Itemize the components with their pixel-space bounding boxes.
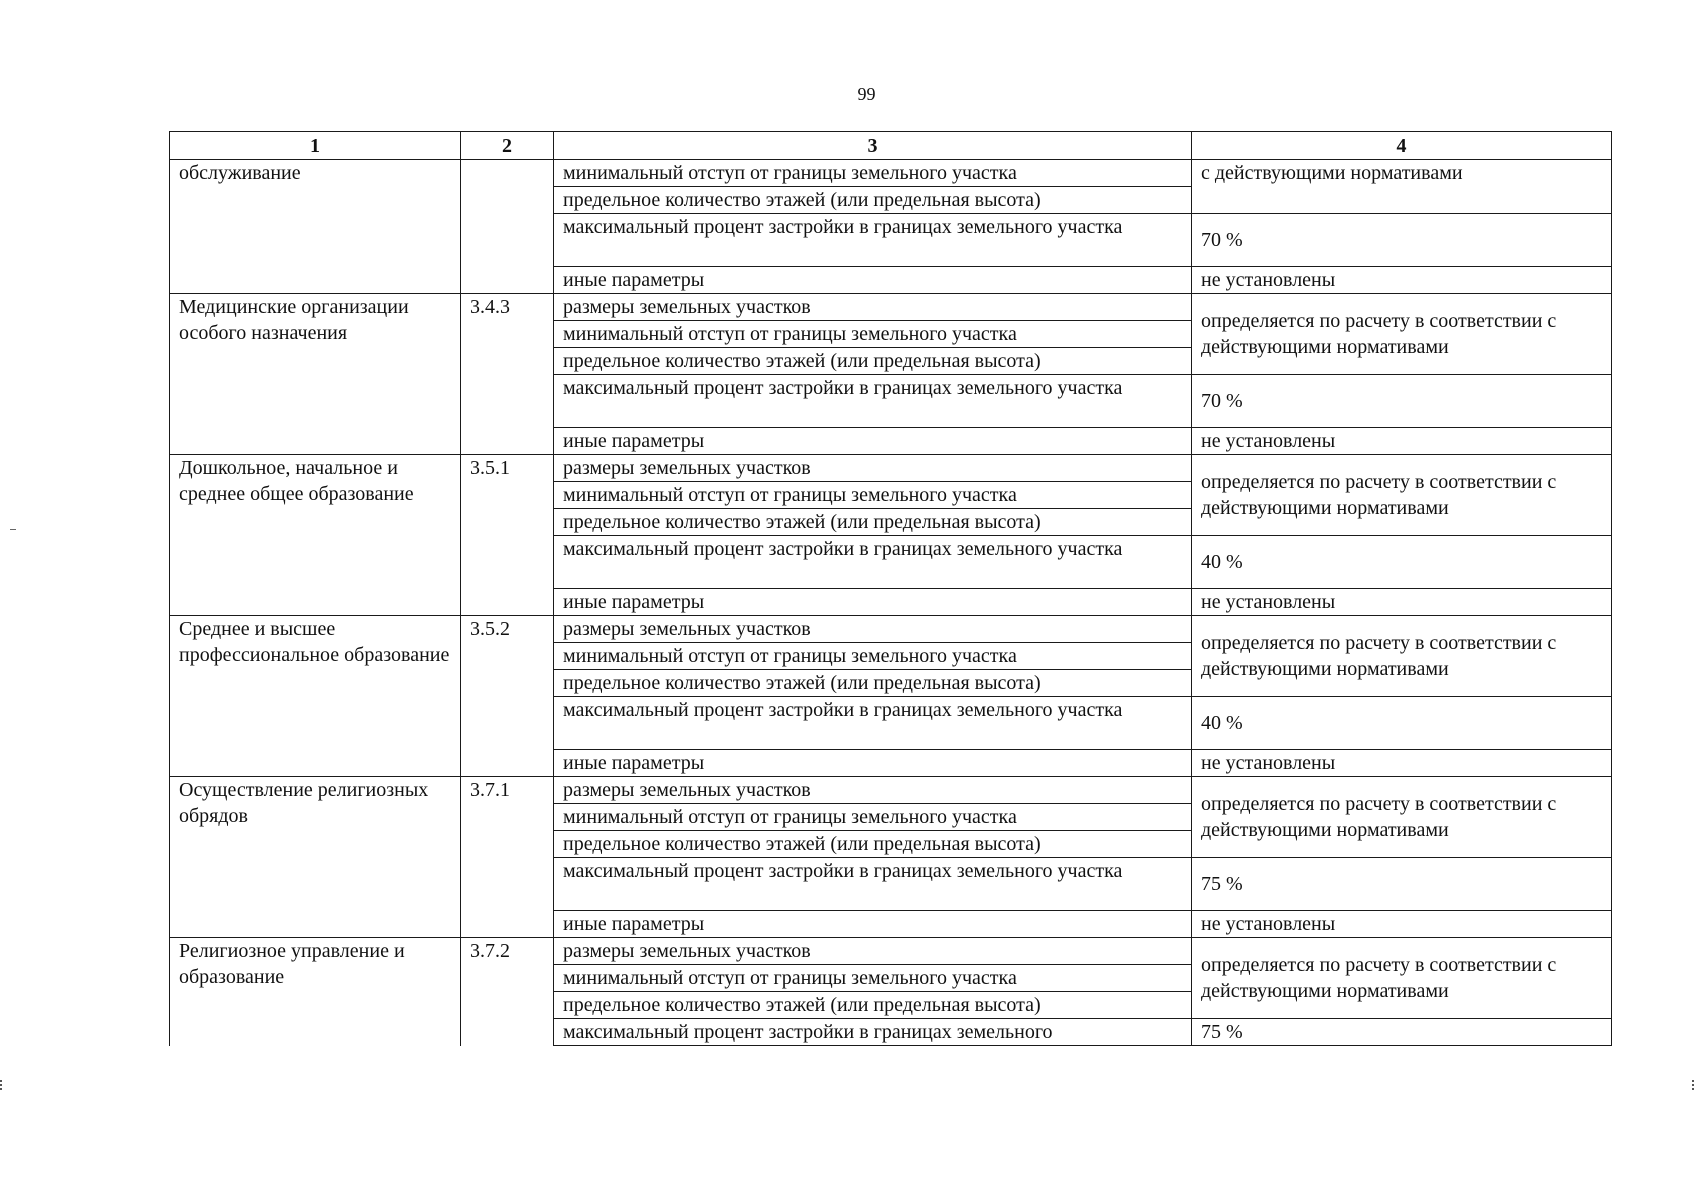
table-row bbox=[170, 294, 1612, 321]
param-name: предельное количество этажей (или предельная высота) bbox=[554, 992, 1192, 1019]
param-name: минимальный отступ от границы земельного участка bbox=[554, 321, 1192, 348]
param-value: не установлены bbox=[1192, 267, 1612, 294]
param-value: 75 % bbox=[1192, 858, 1612, 911]
param-value: не установлены bbox=[1192, 589, 1612, 616]
param-value: определяется по расчету в соответствии с действующими нормативами bbox=[1192, 455, 1612, 536]
param-name: максимальный процент застройки в границах земельного участка bbox=[554, 375, 1192, 428]
param-value: 40 % bbox=[1192, 697, 1612, 750]
use-type-code: 3.5.2 bbox=[461, 616, 554, 777]
param-name: минимальный отступ от границы земельного участка bbox=[554, 160, 1192, 187]
param-name: размеры земельных участков bbox=[554, 455, 1192, 482]
table-row bbox=[170, 938, 1612, 965]
param-value: с действующими нормативами bbox=[1192, 160, 1612, 214]
use-type-code: 3.7.1 bbox=[461, 777, 554, 938]
param-value: не установлены bbox=[1192, 428, 1612, 455]
header-row bbox=[170, 132, 1612, 160]
param-name: иные параметры bbox=[554, 267, 1192, 294]
param-value: не установлены bbox=[1192, 750, 1612, 777]
param-name: предельное количество этажей (или предельная высота) bbox=[554, 348, 1192, 375]
use-type-code: 3.7.2 bbox=[461, 938, 554, 1046]
use-type-name: Дошкольное, начальное и среднее общее образование bbox=[170, 455, 461, 616]
param-value: 70 % bbox=[1192, 214, 1612, 267]
header-col-2: 2 bbox=[461, 132, 554, 160]
param-name: иные параметры bbox=[554, 428, 1192, 455]
param-name: максимальный процент застройки в границах земельного участка bbox=[554, 536, 1192, 589]
param-name: иные параметры bbox=[554, 750, 1192, 777]
page-number: 99 bbox=[857, 84, 876, 104]
table-row bbox=[170, 160, 1612, 187]
param-value: не установлены bbox=[1192, 911, 1612, 938]
param-value: определяется по расчету в соответствии с действующими нормативами bbox=[1192, 616, 1612, 697]
header-col-4: 4 bbox=[1192, 132, 1612, 160]
param-name: максимальный процент застройки в границах земельного участка bbox=[554, 697, 1192, 750]
param-name: иные параметры bbox=[554, 911, 1192, 938]
param-name: минимальный отступ от границы земельного участка bbox=[554, 482, 1192, 509]
param-name: размеры земельных участков bbox=[554, 294, 1192, 321]
param-name: размеры земельных участков bbox=[554, 777, 1192, 804]
use-type-name: Осуществление религиозных обрядов bbox=[170, 777, 461, 938]
scan-mark bbox=[10, 529, 16, 530]
param-name: предельное количество этажей (или предельная высота) bbox=[554, 509, 1192, 536]
scan-mark bbox=[0, 1080, 5, 1090]
zoning-parameters-table bbox=[169, 131, 1612, 1046]
scan-mark bbox=[1692, 1080, 1697, 1090]
param-name: минимальный отступ от границы земельного участка bbox=[554, 804, 1192, 831]
table-row bbox=[170, 455, 1612, 482]
use-type-code: 3.4.3 bbox=[461, 294, 554, 455]
param-value: определяется по расчету в соответствии с действующими нормативами bbox=[1192, 777, 1612, 858]
header-col-3: 3 bbox=[554, 132, 1192, 160]
param-value: 40 % bbox=[1192, 536, 1612, 589]
use-type-name: Религиозное управление и образование bbox=[170, 938, 461, 1046]
use-type-name: Среднее и высшее профессиональное образование bbox=[170, 616, 461, 777]
param-name: размеры земельных участков bbox=[554, 938, 1192, 965]
param-value: 70 % bbox=[1192, 375, 1612, 428]
use-type-name: Медицинские организации особого назначения bbox=[170, 294, 461, 455]
header-col-1: 1 bbox=[170, 132, 461, 160]
table-row bbox=[170, 616, 1612, 643]
param-name: предельное количество этажей (или предельная высота) bbox=[554, 831, 1192, 858]
param-name: максимальный процент застройки в границах земельного участка bbox=[554, 214, 1192, 267]
param-name: иные параметры bbox=[554, 589, 1192, 616]
use-type-name: обслуживание bbox=[170, 160, 461, 294]
use-type-code bbox=[461, 160, 554, 294]
param-value: определяется по расчету в соответствии с действующими нормативами bbox=[1192, 938, 1612, 1019]
param-name: предельное количество этажей (или предельная высота) bbox=[554, 670, 1192, 697]
param-name: максимальный процент застройки в границах земельного участка bbox=[554, 858, 1192, 911]
table-row bbox=[170, 777, 1612, 804]
param-name: минимальный отступ от границы земельного участка bbox=[554, 965, 1192, 992]
param-value: определяется по расчету в соответствии с действующими нормативами bbox=[1192, 294, 1612, 375]
use-type-code: 3.5.1 bbox=[461, 455, 554, 616]
param-name: минимальный отступ от границы земельного участка bbox=[554, 643, 1192, 670]
param-name: размеры земельных участков bbox=[554, 616, 1192, 643]
param-name: предельное количество этажей (или предельная высота) bbox=[554, 187, 1192, 214]
param-name: максимальный процент застройки в границах земельного bbox=[554, 1019, 1192, 1046]
param-value: 75 % bbox=[1192, 1019, 1612, 1046]
